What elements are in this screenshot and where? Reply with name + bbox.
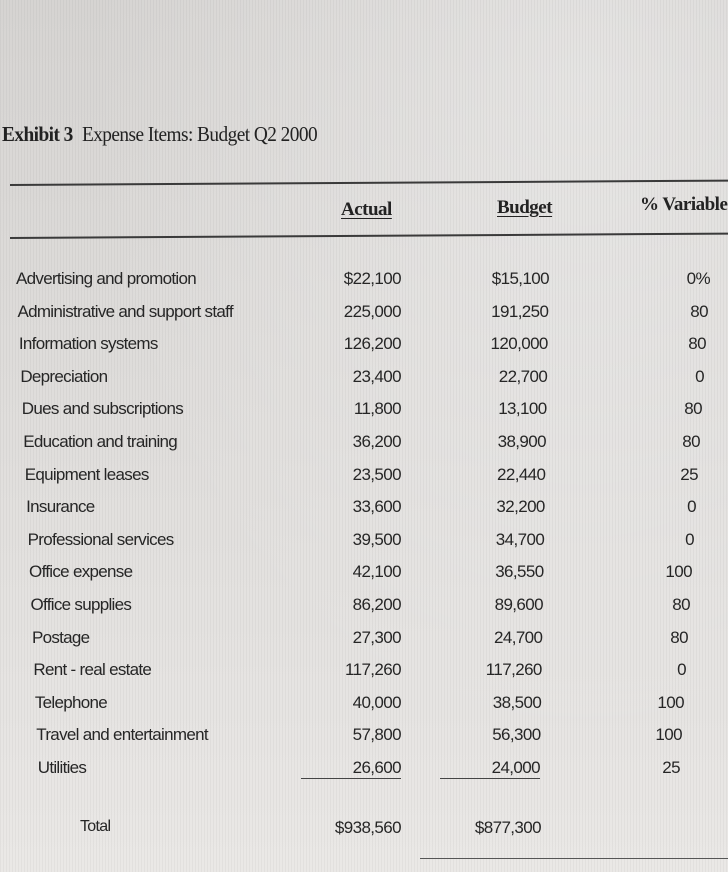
column-header-actual: Actual (341, 199, 392, 220)
expense-item-label: Postage (31, 627, 90, 647)
variable-percent-value: 0% (686, 269, 710, 288)
budget-value: 24,700 (493, 627, 543, 647)
variable-percent-value: 0 (677, 660, 686, 680)
expense-item-label: Depreciation (20, 366, 108, 386)
variable-percent-value: 80 (670, 627, 688, 647)
budget-value: 38,500 (492, 692, 542, 712)
actual-value: 26,600 (301, 758, 401, 779)
actual-value: 23,500 (352, 464, 401, 484)
variable-percent-value: 0 (687, 497, 696, 517)
column-header-budget: Budget (497, 197, 553, 218)
actual-value: 40,000 (352, 692, 401, 712)
exhibit-number: Exhibit 3 (2, 122, 73, 146)
budget-value: 13,100 (498, 399, 547, 419)
budget-value: 22,700 (498, 366, 548, 386)
table-header-rule (10, 233, 728, 239)
expense-item-label: Insurance (26, 497, 95, 517)
exhibit-caption: Expense Items: Budget Q2 2000 (81, 122, 318, 146)
budget-value: 56,300 (492, 725, 541, 745)
budget-value: 32,200 (496, 497, 545, 517)
actual-value: 117,260 (345, 660, 401, 680)
actual-value: 36,200 (352, 432, 401, 451)
budget-value: 120,000 (490, 334, 548, 354)
actual-value: 23,400 (352, 366, 401, 386)
expense-item-label: Education and training (23, 432, 178, 451)
table-top-rule (10, 180, 728, 186)
exhibit-title (2, 122, 317, 147)
expense-item-label: Rent - real estate (33, 660, 152, 680)
variable-percent-value: 25 (662, 758, 680, 777)
actual-value: 27,300 (352, 627, 401, 647)
budget-value: 89,600 (494, 595, 543, 614)
expense-item-label: Travel and entertainment (36, 725, 208, 745)
variable-percent-value: 100 (655, 725, 682, 745)
table-bottom-rule (420, 858, 728, 859)
expense-item-label: Administrative and support staff (17, 301, 233, 321)
total-actual-value: $938,560 (334, 818, 401, 837)
variable-percent-value: 80 (672, 595, 690, 614)
budget-value: 38,900 (497, 432, 546, 451)
expense-item-label: Information systems (18, 334, 158, 354)
actual-value: 225,000 (343, 301, 401, 321)
total-budget-value: $877,300 (474, 818, 541, 837)
budget-value: 22,440 (496, 464, 546, 484)
expense-item-label: Dues and subscriptions (21, 399, 184, 419)
budget-value: $15,100 (491, 269, 549, 288)
variable-percent-value: 25 (680, 464, 698, 484)
expense-item-label: Professional services (27, 529, 174, 549)
column-header-variable: % Variable (640, 194, 728, 215)
total-label: Total (80, 818, 111, 835)
expense-item-label: Equipment leases (24, 464, 149, 484)
actual-value: 86,200 (352, 595, 401, 614)
actual-value: 33,600 (352, 497, 401, 517)
budget-value: 117,260 (485, 660, 542, 680)
actual-value: 126,200 (343, 334, 401, 354)
expense-item-label: Utilities (37, 758, 87, 777)
variable-percent-value: 80 (690, 301, 708, 321)
variable-percent-value: 0 (685, 529, 694, 549)
actual-value: 39,500 (352, 529, 401, 549)
variable-percent-value: 100 (665, 562, 692, 582)
actual-value: 11,800 (353, 399, 401, 419)
budget-value: 191,250 (491, 301, 549, 321)
variable-percent-value: 0 (695, 366, 704, 386)
budget-value: 24,000 (440, 758, 540, 779)
expense-item-label: Telephone (34, 692, 108, 712)
expense-item-label: Advertising and promotion (16, 269, 197, 288)
expense-item-label: Office expense (29, 562, 133, 582)
actual-value: 42,100 (352, 562, 401, 582)
actual-value: 57,800 (352, 725, 401, 745)
variable-percent-value: 100 (657, 692, 684, 712)
variable-percent-value: 80 (684, 399, 702, 419)
actual-value: $22,100 (343, 269, 401, 288)
variable-percent-value: 80 (688, 334, 706, 354)
budget-value: 36,550 (495, 562, 544, 582)
expense-item-label: Office supplies (30, 595, 132, 614)
variable-percent-value: 80 (682, 432, 700, 451)
budget-value: 34,700 (495, 529, 545, 549)
